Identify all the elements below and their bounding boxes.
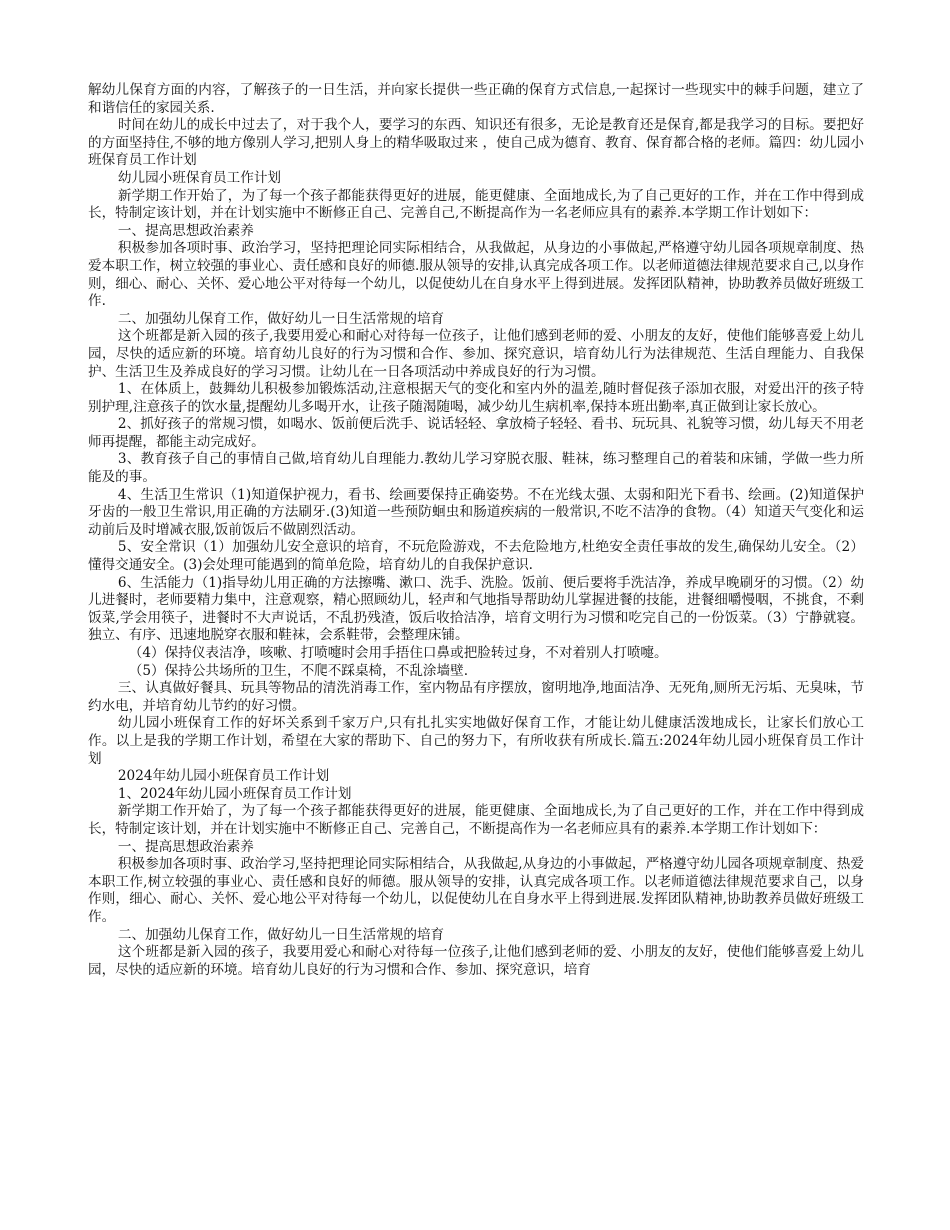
section-heading: 二、加强幼儿保育工作，做好幼儿一日生活常规的培育: [117, 310, 445, 327]
body-paragraph: 6、生活能力（1)指导幼儿用正确的方法擦嘴、漱口、洗手、洗脸。饭前、便后要将手洗洁净，养成早晚刷牙的习惯。（2）幼儿进餐时，老师要精力集中，注意观察，精心照顾幼儿，轻声和气地指导帮助幼儿掌握进餐的技能，进餐细嚼慢咽，不挑食，不剩饭菜,学会用筷子，进餐时不大声说话，不乱扔残渣，饭后收拾洁净，培育文明行为习惯和吃完自己的一份饭菜。（3）宁静就寝。独立、有序、迅速地脱穿衣服和鞋袜，会系鞋带，会整理床铺。: [88, 574, 864, 644]
body-paragraph: 3、教育孩子自己的事情自己做,培育幼儿自理能力.教幼儿学习穿脱衣服、鞋袜，练习整理自己的着装和床铺，学做一些力所能及的事。: [88, 451, 864, 486]
body-paragraph: 积极参加各项时事、政治学习,坚持把理论同实际相结合，从我做起,从身边的小事做起，严格遵守幼儿园各项规章制度、热爱本职工作,树立较强的事业心、责任感和良好的师德。服从领导的安排，认真完成各项工作。以老师道德法律规范要求自己，以身作则，细心、耐心、关怀、爱心地公平对待每一个幼儿，以促使幼儿在自身水平上得到进展.发挥团队精神,协助教养员做好班级工作。: [88, 856, 864, 925]
body-paragraph: 新学期工作开始了，为了每一个孩子都能获得更好的进展，能更健康、全面地成长,为了自己更好的工作，并在工作中得到成长，特制定该计划，并在计划实施中不断修正自己、完善自己,不断提高作为一名老师应具有的素养.本学期工作计划如下：: [88, 187, 864, 222]
body-paragraph: 时间在幼儿的成长中过去了，对于我个人，要学习的东西、知识还有很多，无论是教育还是保育,都是我学习的目标。要把好的方面坚持住,不够的地方像别人学习,把别人身上的精华吸取过来 ，使自己成为德育、教育、保育都合格的老师。篇四：幼儿园小班保育员工作计划: [88, 117, 864, 169]
body-paragraph: 幼儿园小班保育工作的好坏关系到千家万户,只有扎扎实实地做好保育工作，才能让幼儿健康活泼地成长，让家长们放心工作。以上是我的学期工作计划，希望在大家的帮助下、自己的努力下，有所收获有所成长.篇五:2024年幼儿园小班保育员工作计划: [88, 715, 864, 767]
body-paragraph: 这个班都是新入园的孩子,我要用爱心和耐心对待每一位孩子，让他们感到老师的爱、小朋友的友好，使他们能够喜爱上幼儿园，尽快的适应新的环境。培育幼儿良好的行为习惯和合作、参加、探究意识，培育幼儿行为法律规范、生活自理能力、自我保护、生活卫生及养成良好的学习习惯。让幼儿在一日各项活动中养成良好的行为习惯。: [88, 328, 864, 380]
section-heading: 一、提高思想政治素养: [117, 222, 254, 239]
body-paragraph: （4）保持仪表洁净，咳嗽、打喷嚏时会用手捂住口鼻或把脸转过身，不对着别人打喷嚏。: [128, 645, 668, 661]
section-heading: 二、加强幼儿保育工作，做好幼儿一日生活常规的培育: [117, 926, 445, 943]
body-paragraph: 这个班都是新入园的孩子，我要用爱心和耐心对待每一位孩子,让他们感到老师的爱、小朋友的友好，使他们能够喜爱上幼儿园，尽快的适应新的环境。培育幼儿良好的行为习惯和合作、参加、探究意识，培育: [88, 944, 864, 978]
body-paragraph: 2、抓好孩子的常规习惯，如喝水、饭前便后洗手、说话轻轻、拿放椅子轻轻、看书、玩玩具、礼貌等习惯，幼儿每天不用老师再提醒，都能主动完成好。: [88, 416, 864, 450]
body-paragraph: 三、认真做好餐具、玩具等物品的清洗消毒工作，室内物品有序摆放，窗明地净,地面洁净、无死角,厕所无污垢、无臭味，节约水电，并培育幼儿节约的好习惯。: [88, 680, 864, 714]
body-paragraph: 5、安全常识（1）加强幼儿安全意识的培育，不玩危险游戏，不去危险地方,杜绝安全责任事故的发生,确保幼儿安全。（2）懂得交通安全。(3)会处理可能遇到的简单危险，培育幼儿的自我保护意识.: [88, 539, 864, 574]
body-paragraph: 积极参加各项时事、政治学习，坚持把理论同实际相结合，从我做起，从身边的小事做起,严格遵守幼儿园各项规章制度、热爱本职工作，树立较强的事业心、责任感和良好的师德.服从领导的安排,认真完成各项工作。以老师道德法律规范要求自己,以身作则，细心、耐心、关怀、爱心地公平对待每一个幼儿，以促使幼儿在自身水平上得到进展。发挥团队精神，协助教养员做好班级工作.: [88, 240, 864, 310]
section-heading: 1、2024年幼儿园小班保育员工作计划: [117, 785, 352, 802]
body-paragraph: （5）保持公共场所的卫生，不爬不踩桌椅，不乱涂墙壁.: [128, 662, 469, 679]
body-paragraph: 1、在体质上，鼓舞幼儿积极参加锻炼活动,注意根据天气的变化和室内外的温差,随时督促孩子添加衣服，对爱出汗的孩子特别护理,注意孩子的饮水量,提醒幼儿多喝开水，让孩子随渴随喝，减少幼儿生病机率,保持本班出勤率,真正做到让家长放心。: [88, 381, 864, 415]
section-heading: 幼儿园小班保育员工作计划: [117, 169, 282, 186]
section-heading: 一、提高思想政治素养: [117, 838, 254, 855]
document-body: [88, 82, 864, 979]
body-paragraph: 解幼儿保育方面的内容，了解孩子的一日生活，并向家长提供一些正确的保育方式信息,一起探讨一些现实中的棘手问题，建立了和谐信任的家园关系.: [88, 82, 864, 116]
section-heading: 2024年幼儿园小班保育员工作计划: [117, 768, 330, 785]
body-paragraph: 新学期工作开始了，为了每一个孩子都能获得更好的进展，能更健康、全面地成长,为了自己更好的工作，并在工作中得到成长，特制定该计划，并在计划实施中不断修正自己、完善自己，不断提高作为一名老师应具有的素养.本学期工作计划如下：: [88, 803, 864, 837]
body-paragraph: 4、生活卫生常识（1)知道保护视力，看书、绘画要保持正确姿势。不在光线太强、太弱和阳光下看书、绘画。(2)知道保护牙齿的一般卫生常识,用正确的方法刷牙.(3)知道一些预防蛔虫和肠道疾病的一般常识,不吃不洁净的食物。（4）知道天气变化和运动前后及时增减衣服,饭前饭后不做剧烈活动。: [88, 486, 864, 538]
